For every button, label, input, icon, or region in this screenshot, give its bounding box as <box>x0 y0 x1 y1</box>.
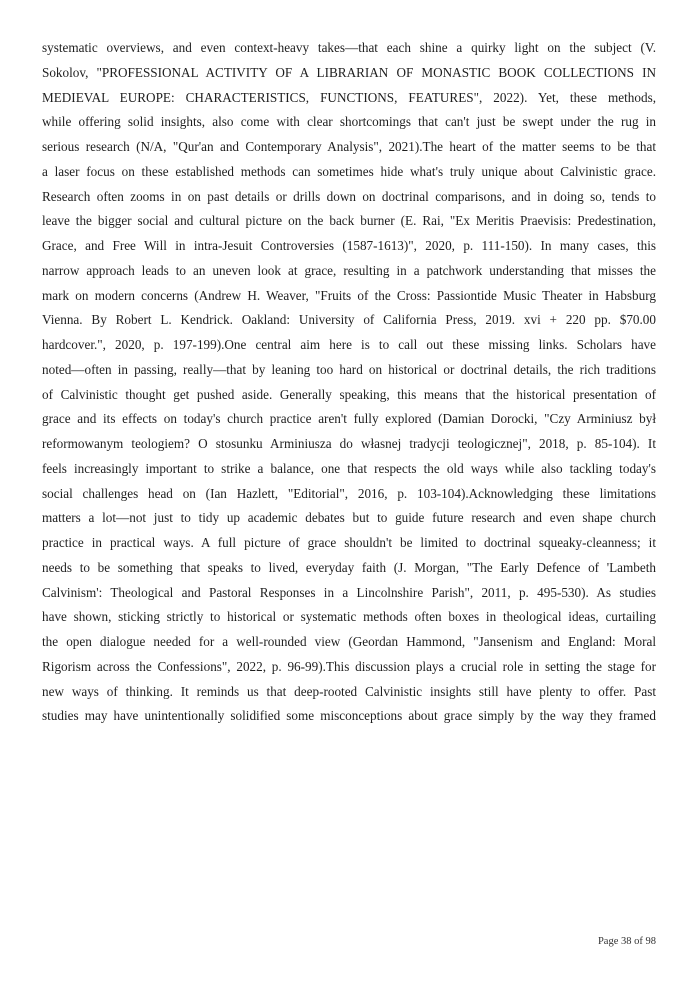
text-line: serious research (N/A, "Qur'an and Contemporary Analysis", 2021).The heart of the matter seems to be that <box>42 139 656 154</box>
text-line: new ways of thinking. It reminds us that deep-rooted Calvinistic insights still have plenty to offer. Past <box>42 683 656 699</box>
text-line: narrow approach leads to an uneven look at grace, resulting in a patchwork understanding that misses the <box>42 262 656 278</box>
text-line: feels increasingly important to strike a balance, one that respects the old ways while also tackling today's <box>42 460 656 476</box>
text-line: leave the bigger social and cultural picture on the back burner (E. Rai, "Ex Meritis Praevisis: Predestination, <box>42 213 656 229</box>
body-paragraph <box>42 36 656 729</box>
text-line: practice in practical ways. A full picture of grace shouldn't be limited to doctrinal squeaky-cleanness; it <box>42 535 656 550</box>
text-line: Sokolov, "PROFESSIONAL ACTIVITY OF A LIBRARIAN OF MONASTIC BOOK COLLECTIONS IN <box>42 64 656 80</box>
text-line: of Calvinistic thought get pushed aside. Generally speaking, this means that the historical presentation of <box>42 386 656 402</box>
text-line: Rigorism across the Confessions", 2022, p. 96-99).This discussion plays a crucial role in setting the stage for <box>42 658 656 674</box>
page-number: Page 38 of 98 <box>597 936 656 947</box>
text-line: needs to be something that speaks to lived, everyday faith (J. Morgan, "The Early Defence of 'Lambeth <box>42 559 656 575</box>
text-line: Calvinism': Theological and Pastoral Responses in a Lincolnshire Parish", 2011, p. 495-530). As studies <box>42 584 656 600</box>
text-line: Grace, and Free Will in intra-Jesuit Controversies (1587-1613)", 2020, p. 111-150). In many cases, this <box>42 238 656 253</box>
text-line: reformowanym teologiem? O stosunku Arminiusza do własnej tradycji teologicznej", 2018, p. 85-104). It <box>42 436 656 451</box>
text-line: social challenges head on (Ian Hazlett, "Editorial", 2016, p. 103-104).Acknowledging these limitations <box>42 485 656 501</box>
text-line: grace and its effects on today's church practice aren't fully explored (Damian Dorocki, "Czy Arminiusz był <box>42 411 656 427</box>
text-line: noted—often in passing, really—that by leaning too hard on historical or doctrinal details, the rich traditions <box>42 361 656 377</box>
text-line: Vienna. By Robert L. Kendrick. Oakland: University of California Press, 2019. xvi + 220 pp. $70.00 <box>42 312 656 328</box>
text-line: the open dialogue needed for a well-rounded view (Geordan Hammond, "Jansenism and England: Moral <box>42 634 656 649</box>
text-line: hardcover.", 2020, p. 197-199).One central aim here is to call out these missing links. Scholars have <box>42 337 656 352</box>
text-line: studies may have unintentionally solidified some misconceptions about grace simply by the way they framed <box>42 708 656 724</box>
text-line: have shown, sticking strictly to historical or systematic methods often boxes in theological ideas, curtailing <box>42 609 656 625</box>
text-line: systematic overviews, and even context-heavy takes—that each shine a quirky light on the subject (V. <box>42 40 656 55</box>
text-line: Research often zooms in on past details or drills down on doctrinal comparisons, and in doing so, tends to <box>42 188 656 204</box>
text-line: a laser focus on these established methods can sometimes hide what's truly unique about Calvinistic grace. <box>42 163 656 179</box>
text-line: MEDIEVAL EUROPE: CHARACTERISTICS, FUNCTIONS, FEATURES", 2022). Yet, these methods, <box>42 89 656 105</box>
text-line: while offering solid insights, also come with clear shortcomings that can't just be swept under the rug in <box>42 114 656 130</box>
text-line: mark on modern concerns (Andrew H. Weaver, "Fruits of the Cross: Passiontide Music Theater in Habsburg <box>42 287 656 303</box>
text-line: matters a lot—not just to tidy up academic debates but to guide future research and even shape church <box>42 510 656 526</box>
